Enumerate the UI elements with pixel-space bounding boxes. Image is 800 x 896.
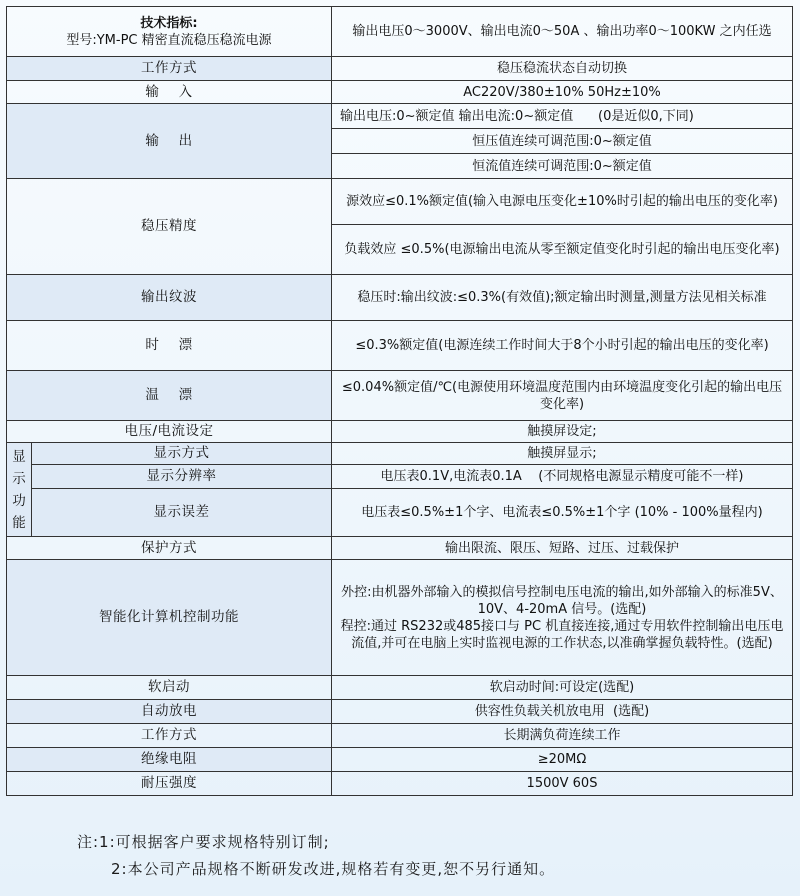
- smart-line: 程控:通过 RS232或485接口与 PC 机直接连接,通过专用软件控制输出电压电流值,并可在电脑上实时监视电源的工作状态,以准确掌握负载特性。(选配): [340, 618, 784, 651]
- note-line-2: 2:本公司产品规格不断研发改进,规格若有变更,恕不另行通知。: [111, 860, 556, 878]
- row-value: 1500V 60S: [332, 772, 793, 796]
- table-row: [7, 421, 793, 443]
- table-row: [7, 560, 793, 676]
- row-value: 触摸屏显示;: [332, 443, 793, 465]
- display-group-label: [7, 443, 32, 537]
- row-value: 长期满负荷连续工作: [332, 724, 793, 748]
- row-label: 显示误差: [32, 489, 332, 537]
- row-value: 恒压值连续可调范围:0~额定值: [332, 129, 793, 154]
- table-row: [7, 371, 793, 421]
- row-label: 显示分辨率: [32, 465, 332, 489]
- table-row: [7, 443, 793, 465]
- table-row: [7, 321, 793, 371]
- row-value: ≤0.04%额定值/℃(电源使用环境温度范围内由环境温度变化引起的输出电压变化率): [332, 371, 793, 421]
- row-value: 输出限流、限压、短路、过压、过载保护: [332, 537, 793, 560]
- row-value: ≤0.3%额定值(电源连续工作时间大于8个小时引起的输出电压的变化率): [332, 321, 793, 371]
- row-label: 电压/电流设定: [7, 421, 332, 443]
- smart-line: 外控:由机器外部输入的模拟信号控制电压电流的输出,如外部输入的标准5V、10V、4-20mA 信号。(选配): [341, 584, 783, 617]
- model-name: 型号:YM-PC 精密直流稳压稳流电源: [66, 32, 272, 48]
- row-label: 温 漂: [7, 371, 332, 421]
- row-value: 电压表0.1V,电流表0.1A (不同规格电源显示精度可能不一样): [332, 465, 793, 489]
- table-row: [7, 772, 793, 796]
- table-row: [7, 676, 793, 700]
- row-value: [332, 560, 793, 676]
- display-group-char: 显: [12, 448, 26, 465]
- table-row: [7, 179, 793, 225]
- row-label: 软启动: [7, 676, 332, 700]
- display-group-char: 功: [12, 492, 26, 509]
- row-label: 显示方式: [32, 443, 332, 465]
- table-row: [7, 81, 793, 104]
- row-label: 绝缘电阻: [7, 748, 332, 772]
- row-label: 智能化计算机控制功能: [7, 560, 332, 676]
- row-label: 输出纹波: [7, 275, 332, 321]
- row-value: 软启动时间:可设定(选配): [332, 676, 793, 700]
- note-line-1: 注:1:可根据客户要求规格特别订制;: [77, 833, 330, 851]
- row-value: 电压表≤0.5%±1个字、电流表≤0.5%±1个字 (10% - 100%量程内): [332, 489, 793, 537]
- table-row: [7, 465, 793, 489]
- display-group-char: 能: [12, 514, 26, 531]
- table-row: [7, 748, 793, 772]
- row-value: 稳压稳流状态自动切换: [332, 57, 793, 81]
- row-value: 恒流值连续可调范围:0~额定值: [332, 154, 793, 179]
- table-row: [7, 537, 793, 560]
- table-row: [7, 724, 793, 748]
- spec-title: 技术指标:: [140, 15, 198, 31]
- row-label: 输 出: [7, 104, 332, 179]
- row-value: ≥20MΩ: [332, 748, 793, 772]
- row-label: 输 入: [7, 81, 332, 104]
- row-value: 源效应≤0.1%额定值(输入电源电压变化±10%时引起的输出电压的变化率): [332, 179, 793, 225]
- row-label: 时 漂: [7, 321, 332, 371]
- row-label: 工作方式: [7, 57, 332, 81]
- row-label: 稳压精度: [7, 179, 332, 275]
- row-value: 负载效应 ≤0.5%(电源输出电流从零至额定值变化时引起的输出电压变化率): [332, 225, 793, 275]
- table-row: [7, 7, 793, 57]
- notes: [77, 829, 555, 883]
- row-value: 稳压时:输出纹波:≤0.3%(有效值);额定输出时测量,测量方法见相关标准: [332, 275, 793, 321]
- table-row: [7, 700, 793, 724]
- spec-table: [6, 6, 793, 796]
- row-label: 保护方式: [7, 537, 332, 560]
- summary-value: 输出电压0～3000V、输出电流0～50A 、输出功率0～100KW 之内任选: [332, 7, 793, 57]
- row-value: 供容性负载关机放电用 (选配): [332, 700, 793, 724]
- table-row: [7, 104, 793, 129]
- row-value: 触摸屏设定;: [332, 421, 793, 443]
- display-group-char: 示: [12, 470, 26, 487]
- table-row: [7, 489, 793, 537]
- row-value: 输出电压:0~额定值 输出电流:0~额定值 (0是近似0,下同): [332, 104, 793, 129]
- table-row: [7, 275, 793, 321]
- header-cell: [7, 7, 332, 57]
- row-label: 自动放电: [7, 700, 332, 724]
- row-label: 工作方式: [7, 724, 332, 748]
- row-value: AC220V/380±10% 50Hz±10%: [332, 81, 793, 104]
- row-label: 耐压强度: [7, 772, 332, 796]
- table-row: [7, 57, 793, 81]
